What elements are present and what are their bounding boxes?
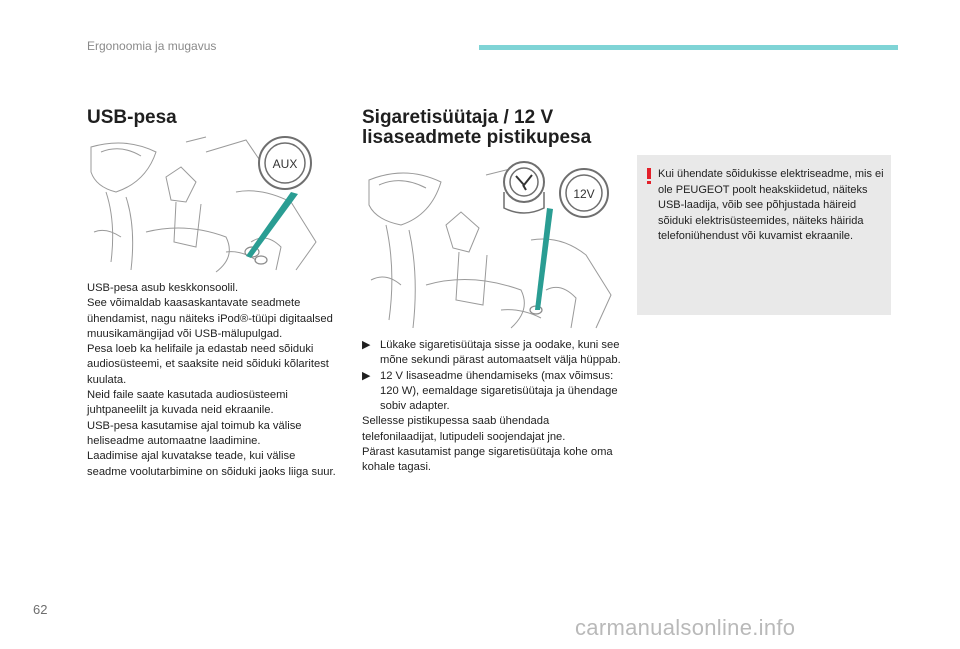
lighter-console-illustration: [361, 160, 619, 330]
aux-icon-label: AUX: [272, 157, 298, 171]
usb-paragraph: Neid faile saate kasutada audiosüsteemi juhtpaneelilt ja kuvada neid ekraanile.: [87, 389, 288, 417]
header-section-title: Ergonoomia ja mugavus: [87, 39, 217, 53]
warning-box: [637, 155, 891, 315]
page-number: 62: [33, 602, 48, 617]
lighter-body-text: [362, 338, 622, 476]
socket-12v-icon-label: 12V: [573, 187, 595, 201]
usb-paragraph: See võimaldab kaasaskantavate seadmete ühendamist, nagu näiteks iPod®-tüüpi digitaalsed muusikamängijad või USB-mälupulgad.: [87, 297, 333, 340]
lighter-section-title: [362, 108, 591, 148]
usb-body-text: [87, 281, 337, 480]
usb-paragraph: Laadimise ajal kuvatakse teade, kui välise seadme voolutarbimine on sõiduki jaoks liiga suur.: [87, 450, 336, 478]
lighter-bullet: [362, 338, 622, 369]
lighter-bullet-text: 12 V lisaseadme ühendamiseks (max võimsus: 120 W), eemaldage sigaretisüütaja ja ühendage sobiv adapter.: [380, 369, 618, 413]
watermark: carmanualsonline.info: [575, 615, 796, 640]
usb-paragraph: USB-pesa kasutamise ajal toimub ka välise heliseadme automaatne laadimine.: [87, 419, 302, 447]
usb-paragraph: USB-pesa asub keskkonsoolil.: [87, 282, 239, 294]
lighter-title-line1: Sigaretisüütaja / 12 V: [362, 107, 554, 128]
bullet-marker-icon: ▶: [362, 369, 371, 382]
lighter-paragraph: Sellesse pistikupessa saab ühendada telefonilaadijat, lutipudeli soojendajat jne.: [362, 415, 566, 443]
lighter-title-line2: lisaseadmete pistikupesa: [362, 127, 592, 148]
usb-paragraph: Pesa loeb ka helifaile ja edastab need sõiduki audiosüsteemi, et saaksite neid sõiduki kõlaritest kuulata.: [87, 343, 329, 386]
warning-exclamation-icon: [647, 168, 651, 184]
lighter-paragraph: Pärast kasutamist pange sigaretisüütaja kohe oma kohale tagasi.: [362, 446, 613, 474]
usb-section-title: USB-pesa: [87, 107, 177, 128]
warning-text: Kui ühendate sõidukisse elektriseadme, mis ei ole PEUGEOT poolt heakskiidetud, näiteks USB-laadija, võib see põhjustada häireid sõiduki elektrisüsteemides, näiteks häirida telefoniühendust või kuvamist ekraanile.: [658, 168, 884, 243]
lighter-pointer-arrow: [535, 208, 553, 310]
lighter-bullet-text: Lükake sigaretisüütaja sisse ja oodake, kuni see mõne sekundi pärast automaatselt välja hüppab.: [380, 339, 621, 367]
bullet-marker-icon: ▶: [362, 339, 371, 351]
lighter-bullet: [362, 369, 622, 415]
header-accent-bar: [479, 45, 898, 50]
usb-console-illustration: [86, 132, 326, 274]
usb-pointer-arrow: [246, 192, 298, 258]
